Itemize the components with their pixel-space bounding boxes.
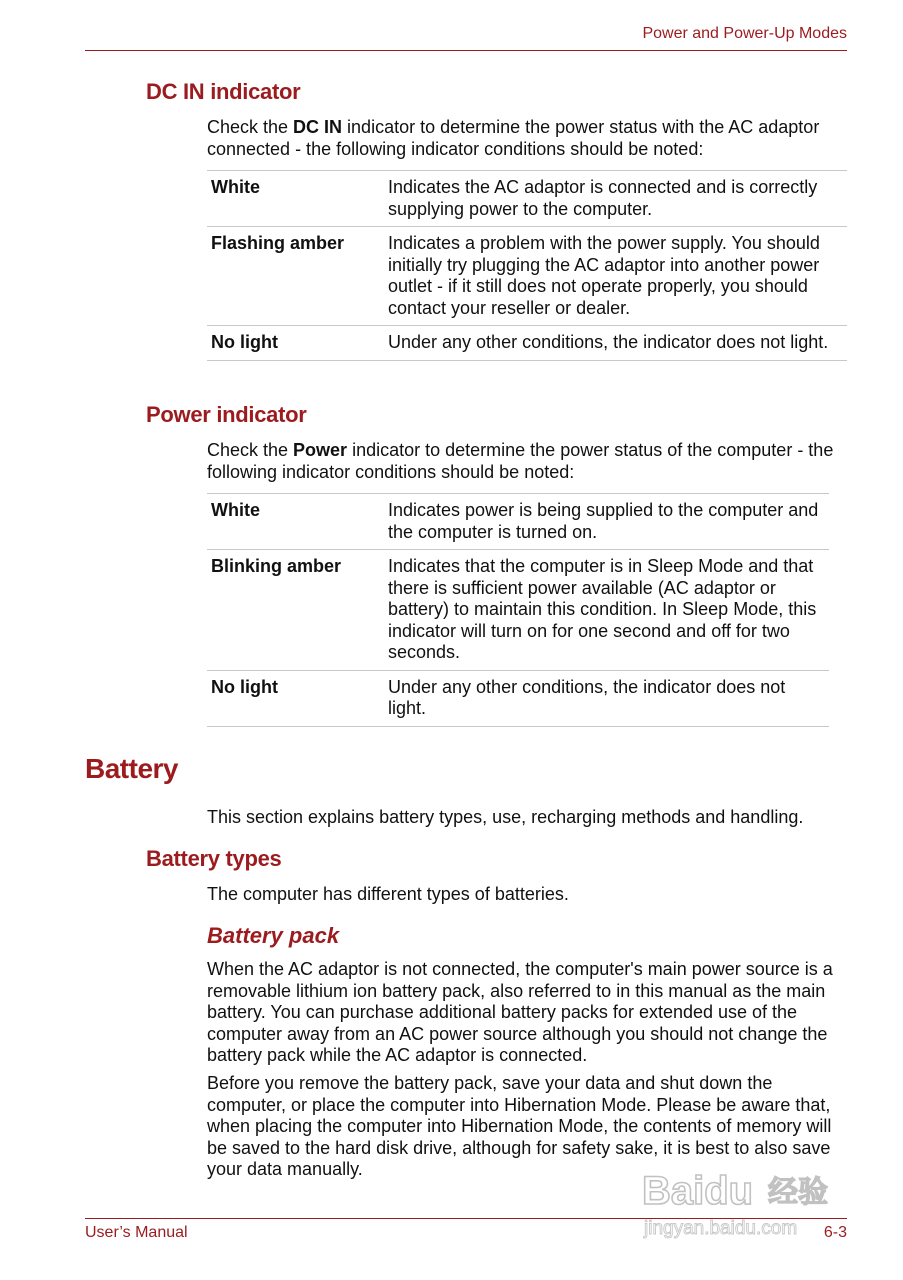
watermark-brand-cn: 经验 [768, 1175, 828, 1210]
dc-in-indicator-table [207, 170, 847, 361]
power-indicator-intro: Check the Power indicator to determine the power status of the computer - the following indicator conditions should be noted: [207, 440, 834, 482]
table-row [207, 494, 829, 550]
battery-pack-heading: Battery pack [207, 923, 340, 948]
indicator-description: Under any other conditions, the indicator does not light. [388, 676, 786, 718]
dc-in-intro: Check the DC IN indicator to determine the power status with the AC adaptor connected - the following indicator conditions should be noted: [207, 117, 820, 159]
indicator-description: Under any other conditions, the indicator does not light. [388, 332, 829, 352]
battery-intro: This section explains battery types, use, recharging methods and handling. [207, 807, 804, 827]
baidu-watermark-logo [640, 1158, 850, 1244]
watermark-brand: Baidu [642, 1169, 754, 1213]
header-rule [85, 50, 847, 51]
indicator-state: No light [211, 676, 278, 697]
table-row [207, 227, 847, 326]
battery-pack-paragraph-2: Before you remove the battery pack, save your data and shut down the computer, or place the computer into Hibernation Mode. Please be aware that, when placing the computer into Hibernation Mode, the contents of memory will be saved to the hard disk drive, although for safety sake, it is best to also save your data manually. [207, 1073, 832, 1179]
indicator-description: Indicates that the computer is in Sleep Mode and that there is sufficient power available (AC adaptor or battery) to maintain this condition. In Sleep Mode, this indicator will turn on for one second and off for two seconds. [388, 556, 817, 662]
indicator-description: Indicates power is being supplied to the computer and the computer is turned on. [388, 500, 819, 542]
power-indicator-table [207, 493, 829, 727]
indicator-description: Indicates a problem with the power supply. You should initially try plugging the AC adaptor into another power outlet - if it still does not operate properly, you should contact your reseller or dealer. [388, 233, 820, 318]
table-row [207, 671, 829, 727]
watermark-url: jingyan.baidu.com [644, 1218, 798, 1239]
power-indicator-heading: Power indicator [146, 402, 307, 427]
battery-types-heading: Battery types [146, 846, 282, 871]
indicator-state: White [211, 177, 260, 197]
battery-types-text: The computer has different types of batteries. [207, 884, 569, 904]
battery-heading: Battery [85, 753, 178, 784]
dc-in-heading: DC IN indicator [146, 79, 301, 104]
battery-pack-paragraph-1: When the AC adaptor is not connected, the computer's main power source is a removable lithium ion battery pack, also referred to in this manual as the main battery. You can purchase additional battery packs for extended use of the computer away from an AC power source although you should not change the battery pack while the AC adaptor is connected. [207, 959, 833, 1065]
indicator-description: Indicates the AC adaptor is connected and is correctly supplying power to the computer. [388, 177, 818, 219]
indicator-state: Blinking amber [211, 556, 342, 576]
indicator-state: White [211, 500, 260, 520]
indicator-state: No light [211, 332, 278, 352]
indicator-state: Flashing amber [211, 233, 345, 253]
running-header: Power and Power-Up Modes [642, 25, 847, 42]
table-row [207, 171, 847, 227]
table-row [207, 550, 829, 671]
table-row [207, 326, 847, 361]
footer-manual-label: User’s Manual [85, 1224, 188, 1241]
footer-page-number: 6-3 [823, 1224, 847, 1241]
